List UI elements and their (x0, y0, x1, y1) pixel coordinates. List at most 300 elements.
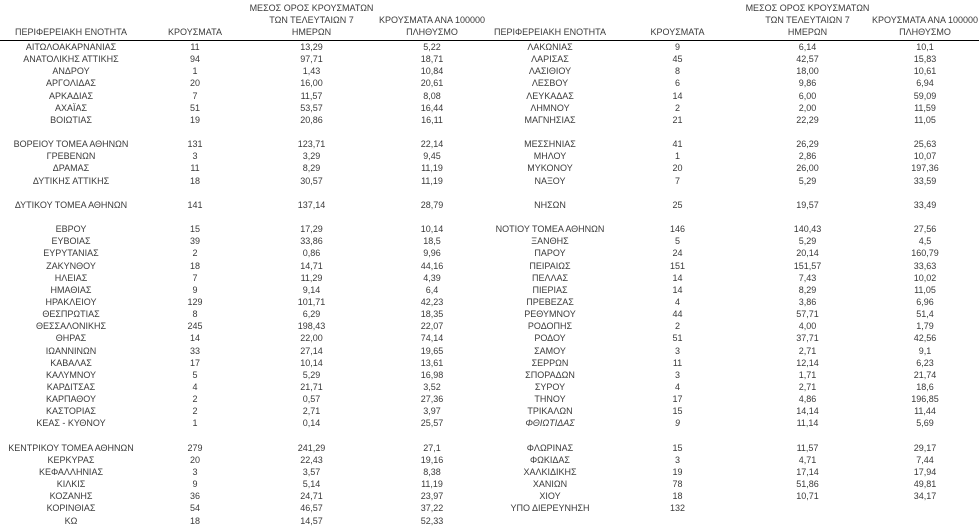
cell-cases: 2 (192, 248, 198, 259)
header-cases (142, 0, 248, 40)
table-row (0, 514, 489, 526)
spacer-row (489, 430, 979, 442)
cell-cases: 131 (187, 139, 203, 150)
cell-per100k: 6,96 (916, 297, 934, 308)
cell-cases: 245 (187, 321, 203, 332)
cell-per100k: 196,85 (911, 394, 939, 405)
table-row (0, 369, 489, 381)
table-row (0, 284, 489, 296)
cell-cases: 9 (192, 479, 198, 490)
table-row (0, 478, 489, 490)
cell-per100k: 29,17 (913, 442, 937, 453)
cell-avg7: 9,14 (302, 284, 321, 295)
cell-avg7: 151,57 (793, 260, 822, 271)
cell-avg7: 3,86 (798, 297, 817, 308)
cell-avg7: 20,86 (300, 114, 323, 125)
cell-per100k: 9,45 (423, 151, 441, 162)
cell-per100k: 5,69 (916, 418, 934, 429)
left-table-header (0, 0, 489, 41)
cell-avg7: 2,00 (798, 102, 817, 113)
cell-region: ΘΗΡΑΣ (55, 333, 87, 344)
cell-region: ΚΙΛΚΙΣ (56, 479, 86, 490)
header-per100k (871, 0, 979, 40)
cell-cases: 2 (674, 321, 680, 332)
cell-avg7: 123,71 (297, 139, 326, 150)
table-row (489, 357, 979, 369)
cell-cases: 3 (192, 466, 198, 477)
table-row (0, 502, 489, 514)
cell-avg7: 1,71 (798, 369, 817, 380)
cell-cases: 15 (672, 406, 683, 417)
cell-cases: 1 (674, 151, 680, 162)
cell-region: ΚΑΒΑΛΑΣ (50, 357, 92, 368)
cell-avg7: 22,00 (300, 333, 323, 344)
cell-per100k: 8,08 (423, 90, 441, 101)
header-avg7-line3: ΗΜΕΡΩΝ (291, 27, 332, 37)
cell-avg7: 11,29 (300, 272, 323, 283)
table-row (489, 369, 979, 381)
cell-avg7: 37,71 (796, 333, 819, 344)
table-row (489, 272, 979, 284)
spacer-row (0, 187, 489, 199)
cell-cases: 14 (672, 284, 683, 295)
cell-avg7: 8,29 (798, 284, 817, 295)
cell-region: ΣΠΟΡΑΔΩΝ (525, 369, 575, 380)
table-row (0, 162, 489, 174)
cell-region: ΚΑΛΥΜΝΟΥ (45, 369, 97, 380)
cell-cases: 14 (189, 333, 200, 344)
table-row (0, 223, 489, 235)
cell-avg7: 14,71 (300, 260, 323, 271)
cell-avg7: 57,71 (796, 309, 819, 320)
spacer-row (0, 126, 489, 138)
cell-per100k: 4,39 (423, 272, 441, 283)
table-row (489, 502, 979, 514)
cell-per100k: 16,98 (420, 369, 444, 380)
cell-region: ΣΑΜΟΥ (534, 345, 566, 356)
cell-region: ΜΗΛΟΥ (533, 151, 567, 162)
cell-per100k: 11,59 (914, 102, 936, 113)
cell-avg7: 14,57 (300, 515, 323, 526)
table-row (0, 308, 489, 320)
table-row (0, 175, 489, 187)
cell-avg7: 198,43 (297, 321, 326, 332)
table-row (489, 454, 979, 466)
cell-region: ΡΟΔΟΥ (534, 333, 566, 344)
cell-avg7: 9,86 (798, 78, 817, 89)
cell-avg7: 140,43 (793, 224, 822, 235)
cell-avg7: 5,14 (302, 479, 321, 490)
header-cases-label: ΚΡΟΥΣΜΑΤΑ (168, 27, 222, 37)
table-row (0, 272, 489, 284)
cell-region: ΥΠΟ ΔΙΕΡΕΥΝΗΣΗ (510, 503, 590, 514)
cell-region: ΠΙΕΡΙΑΣ (532, 284, 568, 295)
cell-avg7: 13,29 (300, 42, 323, 53)
cell-region: ΝΗΣΩΝ (534, 199, 566, 210)
cell-region: ΚΟΖΑΝΗΣ (49, 491, 93, 502)
table-row (489, 90, 979, 102)
cell-per100k: 42,23 (420, 297, 444, 308)
cell-avg7: 11,14 (796, 418, 819, 429)
cell-per100k: 6,23 (916, 357, 934, 368)
cell-cases: 45 (672, 54, 683, 65)
cell-region: ΧΑΛΚΙΔΙΚΗΣ (523, 466, 577, 477)
table-row (489, 65, 979, 77)
left-table (0, 0, 489, 527)
cell-region: ΗΡΑΚΛΕΙΟΥ (45, 297, 97, 308)
table-row (489, 162, 979, 174)
cell-region: ΣΥΡΟΥ (534, 382, 566, 392)
cell-region: ΠΑΡΟΥ (534, 248, 566, 259)
cell-per100k: 11,19 (421, 479, 443, 490)
cell-region: ΖΑΚΥΝΘΟΥ (46, 260, 96, 271)
table-row (489, 199, 979, 211)
table-row (489, 393, 979, 405)
header-per100k-line1: ΚΡΟΥΣΜΑΤΑ ΑΝΑ 100000 (872, 15, 978, 25)
cell-region: ΠΕΛΛΑΣ (531, 272, 569, 283)
table-row (489, 478, 979, 490)
cell-cases: 8 (192, 309, 198, 320)
cell-cases: 5 (192, 369, 198, 380)
cell-avg7: 17,29 (300, 224, 323, 235)
cell-region: ΘΕΣΣΑΛΟΝΙΚΗΣ (35, 321, 107, 332)
cell-region: ΝΟΤΙΟΥ ΤΟΜΕΑ ΑΘΗΝΩΝ (495, 224, 605, 235)
cell-region: ΚΕΦΑΛΛΗΝΙΑΣ (38, 466, 104, 477)
header-region-label: ΠΕΡΙΦΕΡΕΙΑΚΗ ΕΝΟΤΗΤΑ (14, 27, 128, 37)
cell-cases: 11 (672, 357, 683, 368)
cell-avg7: 19,57 (796, 199, 819, 210)
cell-cases: 33 (189, 345, 200, 356)
cell-cases: 7 (192, 272, 198, 283)
cell-cases: 7 (674, 175, 680, 186)
cell-cases: 18 (672, 491, 683, 502)
cell-cases: 6 (674, 78, 680, 89)
cell-avg7: 51,86 (796, 479, 819, 490)
cell-avg7: 8,29 (302, 163, 321, 174)
cell-avg7: 97,71 (300, 54, 323, 65)
cell-region: ΛΗΜΝΟΥ (530, 102, 570, 113)
cell-region: ΑΧΑΪΑΣ (54, 102, 88, 113)
cell-avg7: 18,00 (796, 66, 819, 77)
cell-per100k: 20,61 (420, 78, 444, 89)
table-row (489, 247, 979, 259)
cell-region: ΚΑΡΠΑΘΟΥ (45, 394, 97, 405)
spacer-row (489, 211, 979, 223)
cell-region: ΜΥΚΟΝΟΥ (527, 163, 573, 174)
cell-per100k: 28,79 (420, 199, 444, 210)
cell-avg7: 26,00 (796, 163, 819, 174)
table-row (0, 296, 489, 308)
header-avg7-line3: ΗΜΕΡΩΝ (787, 27, 828, 37)
cell-cases: 39 (189, 236, 200, 247)
cell-avg7: 5,29 (798, 236, 817, 247)
right-table-header (489, 0, 979, 41)
table-row (489, 175, 979, 187)
table-row (0, 442, 489, 454)
cell-avg7: 5,29 (302, 369, 321, 380)
cell-cases: 8 (674, 66, 680, 77)
cell-region: ΛΕΥΚΑΔΑΣ (526, 90, 574, 101)
cell-region: ΜΕΣΣΗΝΙΑΣ (524, 139, 576, 150)
table-row (0, 393, 489, 405)
cell-avg7: 21,71 (300, 382, 323, 392)
cell-avg7: 5,29 (798, 175, 817, 186)
spacer-row (0, 211, 489, 223)
table-row (489, 235, 979, 247)
cell-region: ΚΑΣΤΟΡΙΑΣ (46, 406, 96, 417)
table-row (489, 138, 979, 150)
cell-cases: 94 (189, 54, 200, 65)
cell-per100k: 11,19 (421, 163, 443, 174)
header-avg7-line2: ΤΩΝ ΤΕΛΕΥΤΑΙΩΝ 7 (269, 15, 354, 25)
cell-avg7: 26,29 (796, 139, 819, 150)
cell-region: ΜΑΓΝΗΣΙΑΣ (524, 114, 576, 125)
cell-region: ΗΛΕΙΑΣ (54, 272, 88, 283)
cell-cases: 151 (669, 260, 686, 271)
cell-per100k: 9,1 (918, 345, 932, 356)
cell-region: ΑΡΓΟΛΙΔΑΣ (46, 78, 96, 89)
table-row (489, 77, 979, 89)
cell-region: ΠΕΙΡΑΙΩΣ (529, 260, 571, 271)
cell-region: ΧΑΝΙΩΝ (532, 479, 568, 490)
cell-per100k: 51,4 (916, 309, 934, 320)
cell-cases: 17 (672, 394, 683, 405)
spacer-row (489, 126, 979, 138)
table-row (0, 381, 489, 393)
cell-region: ΚΩ (64, 515, 78, 526)
cell-avg7: 0,14 (302, 418, 321, 429)
cell-region: ΚΕΡΚΥΡΑΣ (47, 454, 95, 465)
cell-region: ΔΥΤΙΚΟΥ ΤΟΜΕΑ ΑΘΗΝΩΝ (14, 199, 128, 210)
cell-avg7: 0,57 (302, 394, 321, 405)
table-row (489, 223, 979, 235)
cell-per100k: 25,57 (420, 418, 444, 429)
cell-cases: 20 (672, 163, 683, 174)
cell-per100k: 37,22 (420, 503, 444, 514)
header-per100k-line1: ΚΡΟΥΣΜΑΤΑ ΑΝΑ 100000 (379, 15, 485, 25)
cell-region: ΤΡΙΚΑΛΩΝ (527, 406, 573, 417)
cell-region: ΛΑΚΩΝΙΑΣ (527, 42, 573, 53)
cell-avg7: 22,29 (796, 114, 819, 125)
table-row (489, 320, 979, 332)
cell-per100k: 34,17 (913, 491, 937, 502)
cell-cases: 51 (672, 333, 683, 344)
cell-region: ΘΕΣΠΡΩΤΙΑΣ (42, 309, 100, 320)
cell-cases: 20 (189, 454, 200, 465)
cell-region: ΡΕΘΥΜΝΟΥ (524, 309, 576, 320)
table-row (0, 247, 489, 259)
table-row (0, 114, 489, 126)
table-row (489, 442, 979, 454)
cell-per100k: 44,16 (420, 260, 444, 271)
cell-per100k: 6,94 (916, 78, 934, 89)
cell-per100k: 74,14 (420, 333, 444, 344)
header-region (489, 0, 611, 40)
cell-cases: 2 (192, 406, 198, 417)
cell-region: ΙΩΑΝΝΙΝΩΝ (45, 345, 97, 356)
cell-cases: 2 (192, 394, 198, 405)
cell-per100k: 18,6 (916, 382, 934, 392)
cell-region: ΤΗΝΟΥ (534, 394, 566, 405)
table-row (0, 405, 489, 417)
cell-cases: 19 (189, 114, 200, 125)
cell-avg7: 24,71 (300, 491, 323, 502)
table-row (0, 102, 489, 114)
cell-cases: 18 (189, 175, 200, 186)
cell-region: ΚΕΝΤΡΙΚΟΥ ΤΟΜΕΑ ΑΘΗΝΩΝ (8, 442, 134, 453)
cell-cases: 11 (190, 163, 200, 174)
header-region-label: ΠΕΡΙΦΕΡΕΙΑΚΗ ΕΝΟΤΗΤΑ (493, 27, 607, 37)
cell-cases: 15 (672, 442, 683, 453)
cell-per100k: 15,83 (913, 54, 937, 65)
cell-region: ΔΡΑΜΑΣ (52, 163, 90, 174)
table-row (489, 150, 979, 162)
cell-per100k: 59,09 (913, 90, 937, 101)
cell-avg7: 6,14 (798, 42, 817, 53)
cell-avg7: 101,71 (297, 297, 326, 308)
cell-per100k: 18,71 (420, 54, 444, 65)
table-row (0, 65, 489, 77)
cell-cases: 3 (674, 369, 680, 380)
cell-avg7: 27,14 (300, 345, 323, 356)
table-row (0, 417, 489, 429)
cell-cases: 1 (192, 418, 198, 429)
cell-cases: 141 (187, 199, 203, 210)
cell-cases: 18 (189, 260, 200, 271)
cell-avg7: 3,57 (302, 466, 321, 477)
cell-per100k: 10,07 (913, 151, 937, 162)
cell-avg7: 241,29 (297, 442, 326, 453)
table-row (489, 405, 979, 417)
cell-region: ΦΘΙΩΤΙΔΑΣ (525, 418, 575, 429)
cell-per100k: 197,36 (911, 163, 939, 174)
cell-avg7: 11,57 (300, 90, 323, 101)
cell-region: ΚΑΡΔΙΤΣΑΣ (46, 382, 96, 392)
cell-cases: 129 (187, 297, 203, 308)
right-table-body (489, 41, 979, 527)
cell-avg7: 4,71 (798, 454, 817, 465)
table-row (489, 345, 979, 357)
cell-per100k: 42,56 (913, 333, 937, 344)
cell-cases: 51 (189, 102, 200, 113)
table-row (489, 53, 979, 65)
cell-per100k: 11,44 (914, 406, 936, 417)
cell-avg7: 1,43 (302, 66, 321, 77)
cell-cases: 9 (674, 42, 680, 53)
cell-region: ΛΑΣΙΘΙΟΥ (528, 66, 572, 77)
cell-cases: 4 (674, 382, 680, 392)
table-row (489, 284, 979, 296)
cell-per100k: 8,38 (423, 466, 441, 477)
cell-avg7: 7,43 (798, 272, 817, 283)
cell-region: ΝΑΞΟΥ (534, 175, 566, 186)
table-row (0, 466, 489, 478)
header-cases-label: ΚΡΟΥΣΜΑΤΑ (650, 27, 705, 37)
cell-region: ΒΟΡΕΙΟΥ ΤΟΜΕΑ ΑΘΗΝΩΝ (13, 139, 129, 150)
header-avg7-line2: ΤΩΝ ΤΕΛΕΥΤΑΙΩΝ 7 (765, 15, 850, 25)
table-row (489, 417, 979, 429)
cell-region: ΕΒΡΟΥ (55, 224, 87, 235)
cell-cases: 18 (189, 515, 200, 526)
cell-region: ΑΙΤΩΛΟΑΚΑΡΝΑΝΙΑΣ (25, 42, 117, 53)
cell-cases: 11 (190, 42, 200, 53)
cell-region: ΕΥΒΟΙΑΣ (51, 236, 91, 247)
cell-cases: 20 (189, 78, 200, 89)
cell-avg7: 4,86 (798, 394, 817, 405)
cell-per100k: 27,36 (420, 394, 444, 405)
cell-region: ΧΙΟΥ (539, 491, 561, 502)
cell-cases: 7 (192, 90, 198, 101)
cell-region: ΠΡΕΒΕΖΑΣ (526, 297, 574, 308)
cell-per100k: 21,74 (913, 369, 937, 380)
cell-avg7: 2,71 (798, 345, 817, 356)
cell-avg7: 10,14 (300, 357, 323, 368)
left-table-body (0, 41, 489, 527)
cell-per100k: 5,22 (423, 42, 441, 53)
cell-per100k: 11,05 (914, 114, 936, 125)
table-row (0, 454, 489, 466)
table-row (0, 320, 489, 332)
cell-cases: 3 (192, 151, 198, 162)
cell-region: ΑΝΑΤΟΛΙΚΗΣ ΑΤΤΙΚΗΣ (23, 54, 119, 65)
cell-avg7: 11,57 (796, 442, 819, 453)
cell-per100k: 33,59 (913, 175, 937, 186)
table-row (0, 41, 489, 53)
cell-cases: 4 (674, 297, 680, 308)
cell-per100k: 10,1 (916, 42, 934, 53)
table-row (489, 381, 979, 393)
table-row (0, 235, 489, 247)
cell-avg7: 6,29 (302, 309, 321, 320)
table-row (0, 357, 489, 369)
table-row (489, 308, 979, 320)
cell-cases: 279 (187, 442, 203, 453)
cell-region: ΚΟΡΙΝΘΙΑΣ (46, 503, 96, 514)
cell-per100k: 16,44 (420, 102, 444, 113)
header-avg7 (744, 0, 871, 40)
cell-per100k: 1,79 (916, 321, 934, 332)
cell-per100k: 22,14 (420, 139, 444, 150)
table-row (489, 102, 979, 114)
cell-region: ΦΩΚΙΔΑΣ (530, 454, 570, 465)
cell-per100k: 6,4 (425, 284, 439, 295)
table-row (489, 41, 979, 53)
cell-per100k: 11,19 (421, 175, 443, 186)
cell-per100k: 49,81 (913, 479, 937, 490)
table-row (0, 90, 489, 102)
cell-cases: 3 (674, 454, 680, 465)
cell-region: ΗΜΑΘΙΑΣ (50, 284, 92, 295)
table-row (489, 332, 979, 344)
cell-cases: 36 (189, 491, 200, 502)
cell-per100k: 7,44 (916, 454, 934, 465)
cell-avg7: 10,71 (796, 491, 819, 502)
cell-avg7: 14,14 (796, 406, 819, 417)
table-row (489, 466, 979, 478)
header-cases (611, 0, 744, 40)
cell-per100k: 10,61 (913, 66, 937, 77)
cell-avg7: 2,71 (302, 406, 321, 417)
table-row (0, 53, 489, 65)
cell-avg7: 17,14 (796, 466, 819, 477)
cell-avg7: 0,86 (302, 248, 321, 259)
table-row (489, 114, 979, 126)
cell-cases: 54 (189, 503, 200, 514)
header-avg7-line1: ΜΕΣΟΣ ΟΡΟΣ ΚΡΟΥΣΜΑΤΩΝ (249, 3, 374, 13)
cell-region: ΑΡΚΑΔΙΑΣ (48, 90, 94, 101)
header-per100k (375, 0, 489, 40)
cell-cases: 41 (672, 139, 683, 150)
